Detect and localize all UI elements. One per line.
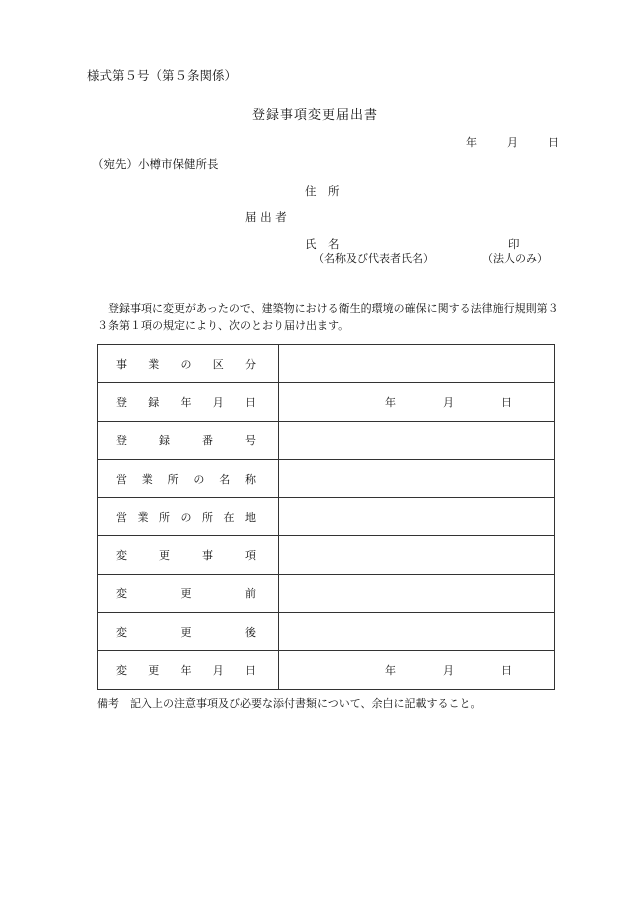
row-label [98,585,278,601]
row-label-char: 日 [245,395,256,409]
row-label-char: 更 [159,549,170,563]
table-row [98,459,555,497]
submission-date [466,134,559,150]
row-label-char: 事 [202,549,213,563]
name-note: （名称及び代表者氏名） [313,252,434,265]
row-label-char: 後 [245,625,256,639]
row-label-char: 年 [180,664,192,678]
notifier-label: 届 出 者 [245,210,287,224]
name-label: 氏 名 [305,237,340,251]
row-label-cell [98,574,279,612]
body-text: 登録事項に変更があったので、建築物における衛生的環境の確保に関する法律施行規則第３３条第１項の規定により、次のとおり届け出ます。 [97,302,559,332]
row-label-char: の [180,510,192,524]
row-label-char: 業 [148,357,160,371]
row-label-char: 変 [116,664,127,678]
row-label-cell [98,383,279,421]
row-value-cell[interactable] [279,345,555,383]
row-label-char: の [180,357,192,371]
row-label [98,509,278,525]
row-label-char: 録 [159,434,170,448]
row-label-char: 変 [116,549,127,563]
row-label-char: 番 [202,434,213,448]
row-label-char: 登 [116,434,127,448]
row-date-field [279,662,554,678]
row-label-char: 更 [180,625,192,639]
row-label-char: 分 [245,357,256,371]
seal-label: 印 [508,237,520,251]
row-label-cell [98,345,279,383]
row-label [98,624,278,640]
row-label-cell [98,498,279,536]
row-label-char: 営 [116,510,127,524]
row-label [98,547,278,563]
row-label-char: 日 [245,664,256,678]
row-label-char: 更 [180,587,192,601]
row-label-char: 在 [223,510,235,524]
registration-change-table [97,344,555,690]
address-label: 住 所 [305,184,340,198]
row-label-cell [98,651,279,689]
row-value-cell[interactable] [279,651,555,689]
row-label [98,356,278,372]
date-month-label: 月 [507,136,518,149]
table-row [98,383,555,421]
table-row [98,421,555,459]
row-label-char: 号 [245,434,256,448]
row-value-cell[interactable] [279,459,555,497]
row-label-char: 変 [116,625,127,639]
row-value-cell[interactable] [279,498,555,536]
row-label-char: 年 [180,395,192,409]
row-date-field [279,394,554,410]
row-date-unit: 日 [501,664,512,678]
row-label-char: 前 [245,587,256,601]
row-label-char: 項 [245,549,256,563]
document-title: 登録事項変更届出書 [251,108,378,123]
form-number: 様式第５号（第５条関係） [87,68,238,83]
row-label-char: 業 [137,510,149,524]
row-date-unit: 月 [443,664,454,678]
row-label-char: 月 [212,395,224,409]
row-label-char: 所 [202,510,213,524]
row-label-char: 録 [148,395,160,409]
row-label-char: 名 [219,472,231,486]
table-row [98,345,555,383]
addressee: （宛先）小樽市保健所長 [92,157,219,171]
row-label [98,432,278,448]
row-label-char: 更 [148,664,160,678]
row-label-char: 登 [116,395,127,409]
row-label-char: 月 [212,664,224,678]
seal-note: （法人のみ） [482,252,548,265]
row-value-cell[interactable] [279,613,555,651]
row-date-unit: 年 [385,664,396,678]
table-row [98,536,555,574]
remarks: 備考 記入上の注意事項及び必要な添付書類について、余白に記載すること。 [97,697,482,710]
date-year-label: 年 [466,136,477,149]
row-label-char: 変 [116,587,127,601]
table-row [98,574,555,612]
table-row [98,651,555,689]
row-label-char: 事 [116,357,127,371]
row-label-cell [98,613,279,651]
row-label-char: 称 [244,472,256,486]
row-label-char: 地 [245,510,256,524]
row-label-char: の [193,472,205,486]
row-date-unit: 月 [443,395,454,409]
row-label [98,662,278,678]
row-value-cell[interactable] [279,536,555,574]
row-label-cell [98,459,279,497]
row-label-char: 営 [116,472,127,486]
row-label-char: 所 [159,510,170,524]
row-label-cell [98,421,279,459]
row-value-cell[interactable] [279,383,555,421]
row-label-char: 所 [167,472,179,486]
row-label-char: 業 [141,472,153,486]
table-row [98,498,555,536]
row-date-unit: 年 [385,395,396,409]
row-date-unit: 日 [501,395,512,409]
table-row [98,613,555,651]
date-day-label: 日 [548,136,559,149]
row-label [98,471,278,487]
row-label-char: 区 [212,357,224,371]
row-label-cell [98,536,279,574]
row-value-cell[interactable] [279,421,555,459]
row-value-cell[interactable] [279,574,555,612]
row-label [98,394,278,410]
